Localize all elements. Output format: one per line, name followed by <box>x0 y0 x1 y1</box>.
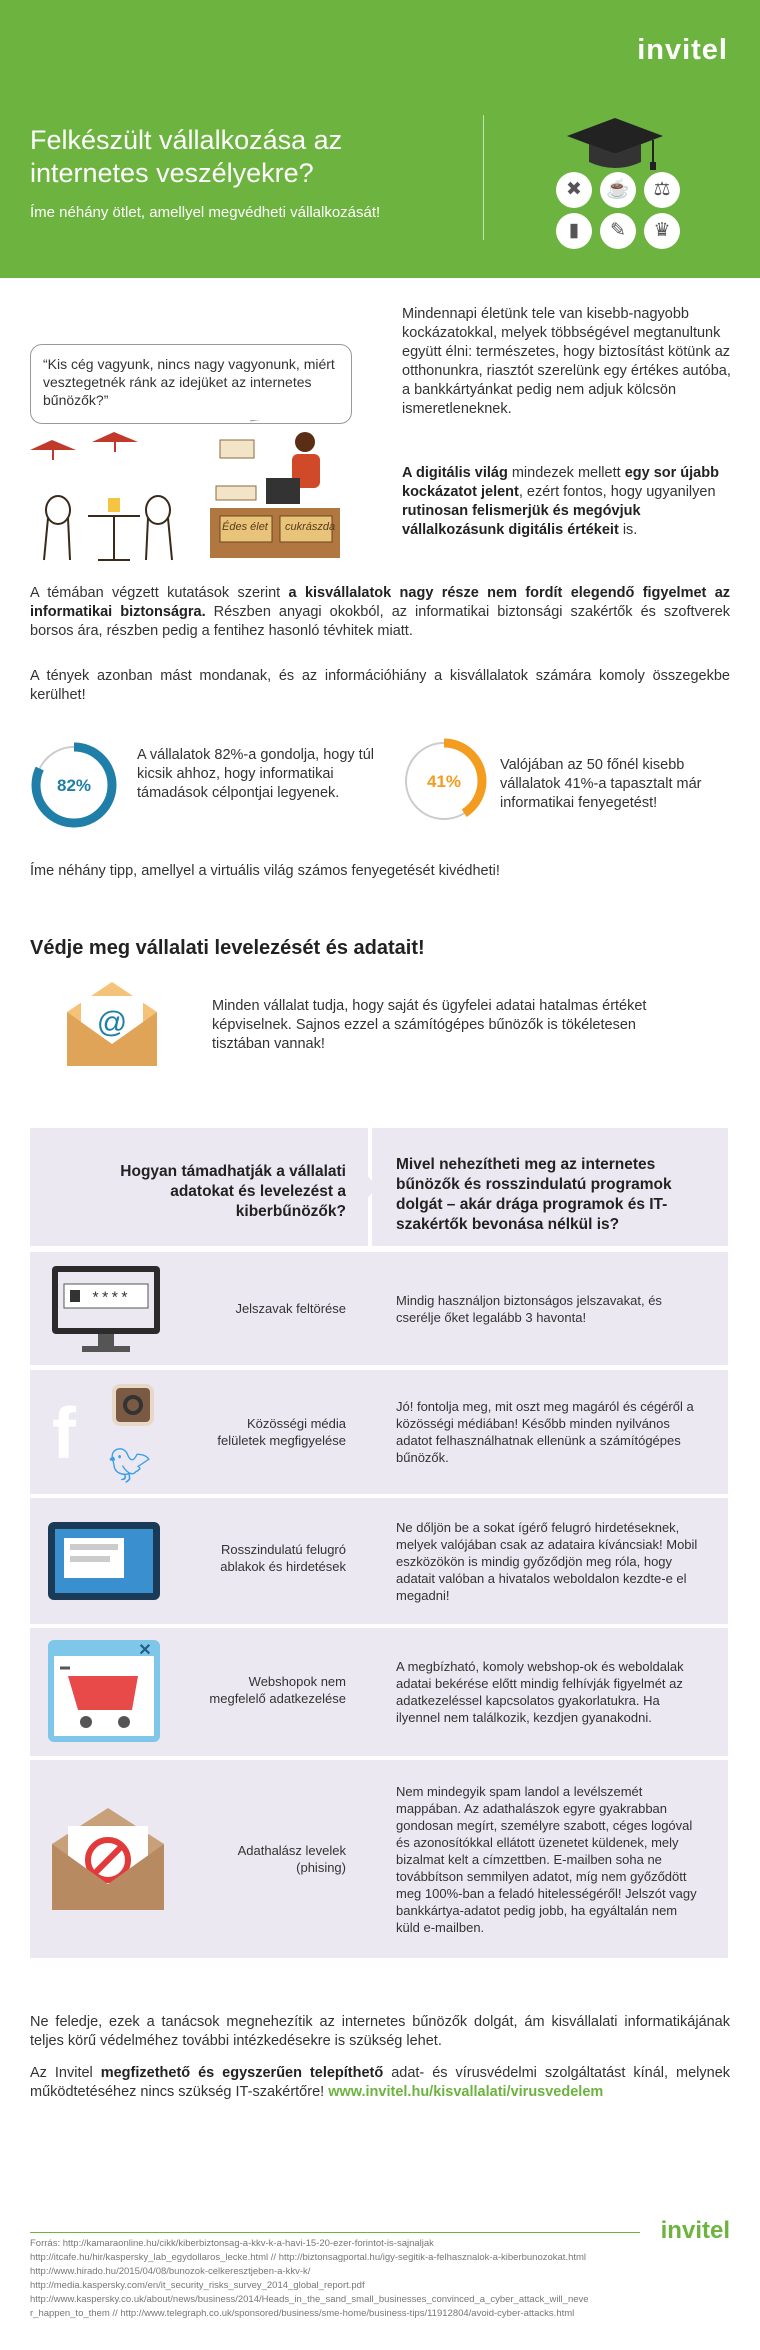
svg-text:****: **** <box>90 1290 130 1308</box>
tips-intro: Íme néhány tipp, amellyel a virtuális világ számos fenyegetését kivédheti! <box>30 863 500 879</box>
research-text-1: A témában végzett kutatások szerint <box>30 585 289 601</box>
row-left <box>30 1252 368 1365</box>
intro-p2-bold-3: rutinosan felismerjük és megóvjuk vállalkozásunk digitális értékeit <box>402 503 641 538</box>
row-label: Adathalász levelek (phising) <box>237 1843 346 1875</box>
svg-text:✕: ✕ <box>138 1642 152 1659</box>
instagram-icon <box>112 1384 154 1426</box>
footer-sources: Forrás: http://kamaraonline.hu/cikk/kiberbiztonsag-a-kkv-k-a-havi-15-20-ezer-forintot-is-sajnaljak http://itcafe.hu/hir/kaspersky_lab_egydollaros_lecke.html // http://biztonsagportal.hu/igy-segitik-a-felhasznalok-a-kiberbunozokat.html http://www.hirado.hu/2015/04/08/bunozok-celkeresztjeben-a-kkv-k/ http://media.kaspersky.com/en/it_security_risks_survey_2014_global_report.pdf http://www.kaspersky.co.uk/about/news/business/2014/Heads_in_the_sand_small_businesses_convinced_a_cyber_attack_will_neve r_happen_to_them // http://www.telegraph.co.uk/sponsored/business/sme-home/business-tips/11912804/avoid-cyber-attacks.html <box>30 2238 589 2319</box>
shopping-cart-icon <box>48 1640 160 1742</box>
footer-divider <box>30 2232 640 2233</box>
row-left <box>30 1628 368 1756</box>
table-header-left: Hogyan támadhatják a vállalati adatokat és levelezést a kiberbűnözők? <box>30 1128 368 1246</box>
footer <box>0 2217 760 2350</box>
page-title: Felkészült vállalkozása az internetes veszélyekre? <box>30 125 343 188</box>
scales-icon: ⚖ <box>644 172 680 208</box>
advice-table <box>30 1128 728 1958</box>
intro-p2-text-3: is. <box>618 522 638 538</box>
facebook-icon: f <box>52 1394 76 1474</box>
row-left <box>30 1498 368 1624</box>
intro-p2-text-2: , ezért fontos, hogy ugyanilyen <box>518 484 716 500</box>
password-monitor-icon <box>52 1266 160 1354</box>
intro-p2-text-1: mindezek mellett <box>507 465 625 481</box>
coffee-cup-icon: ☕ <box>600 172 636 208</box>
research-bold: a kisvállalatok nagy része nem fordít elegendő figyelmet az informatikai biztonságra. <box>30 585 731 620</box>
stat-text-82: A vállalatok 82%-a gondolja, hogy túl kicsik ahhoz, hogy informatikai támadások célpontjai legyenek. <box>137 747 374 801</box>
table-row <box>30 1628 728 1756</box>
shop-sign-right: cukrászda <box>285 521 336 533</box>
table-row <box>30 1498 728 1624</box>
research-text-2: Részben anyagi okokból, az informatikai biztonsági szakértők és szoftverek borsos ára, részben pedig a fentihez hasonló tévhitek miatt. <box>30 604 731 639</box>
section-title: Védje meg vállalati levelezését és adatait! <box>30 937 425 959</box>
tablet-popup-icon <box>48 1522 160 1600</box>
row-left <box>30 1370 368 1494</box>
paint-roller-icon: ▮ <box>556 213 592 249</box>
closing-paragraph-2 <box>30 2064 730 2102</box>
row-left <box>30 1760 368 1958</box>
table-row <box>30 1252 728 1365</box>
intro-p2-bold-1: A digitális világ <box>402 465 508 481</box>
cake-icon: ♛ <box>644 213 680 249</box>
quote-bubble <box>30 344 352 424</box>
intro-p2-bold-2: egy sor újabb kockázatot jelent <box>402 465 719 500</box>
stat-chart-41 <box>400 737 488 825</box>
row-advice: Ne dőljön be a sokat ígérő felugró hirdetéseknek, melyek valójában csak az adataira kíváncsiak! Mobil eszközökön is mindig győződjön meg róla, hogy adatait valóban a hivatalos weboldalon kezdte-e el megadni! <box>396 1519 698 1603</box>
closing-bold: megfizethető és egyszerűen telepíthető <box>100 2065 384 2081</box>
table-row <box>30 1370 728 1494</box>
email-envelope-icon <box>67 982 157 1066</box>
phishing-envelope-icon <box>52 1808 164 1910</box>
invitel-logo: invitel <box>637 34 728 66</box>
stat-text-41: Valójában az 50 főnél kisebb vállalatok 41%-a tapasztalt már informatikai fenyegetést! <box>500 757 702 811</box>
closing-paragraph-1: Ne feledje, ezek a tanácsok megnehezítik az internetes bűnözők dolgát, ám kisvállalati informatikájának teljes körű védelméhez további intézkedésekre is szükség lehet. <box>30 2014 730 2049</box>
closing-text-1: Az Invitel <box>30 2065 101 2081</box>
header-banner <box>0 0 760 278</box>
section-text: Minden vállalat tudja, hogy saját és ügyfelei adatai hatalmas értéket képviselnek. Sajnos ezzel a számítógépes bűnözők is tökéletesen tisztában vannak! <box>212 998 647 1052</box>
row-advice: Jó! fontolja meg, mit oszt meg magáról és cégéről a közösségi médiában! Később minden nyilvános adatot felhasználhatnak ellenünk a számítógépes bűnözők. <box>396 1399 694 1465</box>
cafe-illustration <box>30 420 380 570</box>
page-subtitle: Íme néhány ötlet, amellyel megvédheti vállalkozását! <box>30 204 381 221</box>
tools-icon: ✖ <box>556 172 592 208</box>
row-label: Közösségi média felületek megfigyelése <box>217 1416 346 1448</box>
graduation-cap-icon <box>565 110 665 172</box>
svg-text:@: @ <box>96 1006 128 1039</box>
row-advice: A megbízható, komoly webshop-ok és weboldalak adatai bekérése előtt mindig felhívják figyelmét az adatkezeléssel kapcsolatos gyakorlatukra. Ha ilyennel nem találkozik, kezdjen gyanakodni. <box>396 1659 684 1725</box>
quote-text: “Kis cég vagyunk, nincs nagy vagyonunk, miért vesztegetnék ránk az idejüket az internetes bűnözők?” <box>43 356 335 408</box>
header-divider <box>483 115 484 240</box>
row-label: Rosszindulatú felugró ablakok és hirdetések <box>220 1542 346 1574</box>
facts-paragraph: A tények azonban mást mondanak, és az információhiány a kisvállalatok számára komoly összegekbe kerülhet! <box>30 668 730 703</box>
svg-text:41%: 41% <box>426 772 462 791</box>
table-row <box>30 1760 728 1958</box>
svg-text:82%: 82% <box>56 776 92 795</box>
row-advice: Mindig használjon biztonságos jelszavakat, és cserélje őket legalább 3 havonta! <box>396 1292 662 1325</box>
brush-icon: ✎ <box>600 213 636 249</box>
table-header-right: Mivel nehezítheti meg az internetes bűnözők és rosszindulatú programok dolgát – akár drága programok és IT-szakértők bevonása nélkül is? <box>372 1128 728 1246</box>
stat-chart-82 <box>30 741 118 829</box>
closing-text-2: adat- és vírusvédelmi szolgáltatást kínál, melynek működtetéséhez nincs szükség IT-szakértőre! <box>30 2065 731 2100</box>
row-label: Jelszavak feltörése <box>235 1301 346 1316</box>
intro-paragraph-2 <box>402 464 732 540</box>
virus-protection-link[interactable]: www.invitel.hu/kisvallalati/virusvedelem <box>328 2084 604 2100</box>
intro-paragraph-1: Mindennapi életünk tele van kisebb-nagyobb kockázatokkal, melyek többségével megtanultunk együtt élni: természetes, hogy biztosítást kötünk az otthonunkra, riasztót szerelünk egy értékes autóba, a bankkártyánkat pedig nem adjuk kölcsön ismeretleneknek. <box>402 306 731 417</box>
shop-sign-left: Édes élet <box>222 521 268 533</box>
twitter-icon: 🐦︎ <box>108 1447 152 1485</box>
footer-logo: invitel <box>660 2217 730 2244</box>
research-paragraph <box>30 584 730 641</box>
row-advice: Nem mindegyik spam landol a levélszemét mappában. Az adathalászok egyre gyakrabban gondosan megírt, személyre szabott, céges logóval és azonosítókkal ellátott üzenetet küldenek, mely bizalmat kelt a címzettben. E-mailben soha ne továbbítson semmilyen adatot, míg nem győződött meg 100%-ban a feladó hitelességéről! Jelszót vagy bankkártya-adatot pedig jobb, ha egyáltalán nem küld e-mailben. <box>396 1783 697 1935</box>
row-label: Webshopok nem megfelelő adatkezelése <box>209 1674 346 1706</box>
